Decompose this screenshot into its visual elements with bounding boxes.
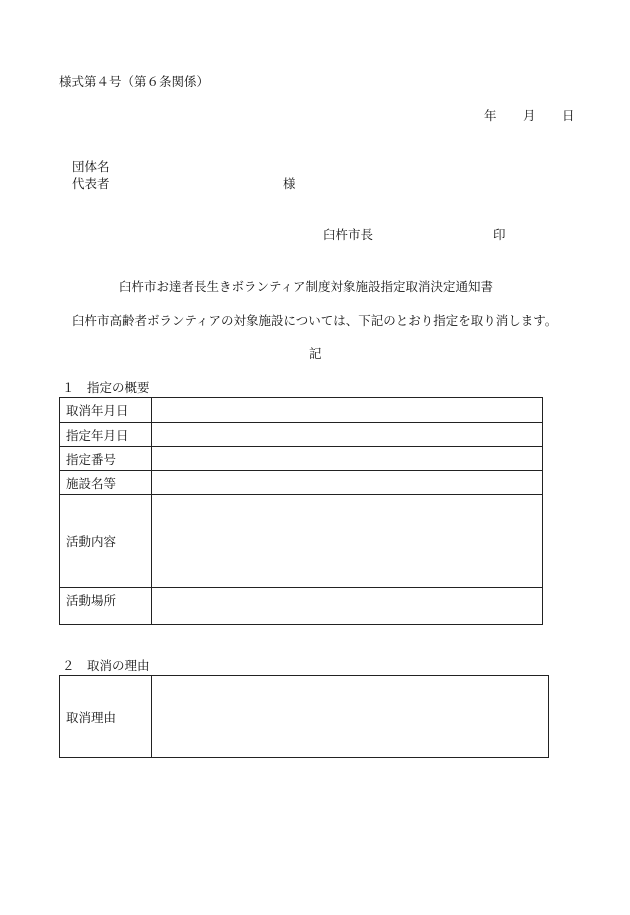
table-row bbox=[60, 676, 549, 758]
mayor-label: 臼杵市長 bbox=[323, 227, 374, 242]
designation-number-label: 指定番号 bbox=[60, 447, 152, 471]
table-row bbox=[60, 423, 543, 447]
cancel-date-value bbox=[152, 398, 543, 423]
ki-heading: 記 bbox=[309, 346, 322, 361]
section1-heading: １ 指定の概要 bbox=[62, 380, 150, 395]
facility-name-label: 施設名等 bbox=[60, 471, 152, 495]
designation-date-value bbox=[152, 423, 543, 447]
date-month-label: 月 bbox=[523, 108, 536, 123]
date-day-label: 日 bbox=[562, 108, 575, 123]
date-year-label: 年 bbox=[484, 108, 497, 123]
facility-name-value bbox=[152, 471, 543, 495]
honorific-sama: 様 bbox=[283, 176, 296, 191]
cancel-reason-value bbox=[152, 676, 549, 758]
designation-date-label: 指定年月日 bbox=[60, 423, 152, 447]
section1-table bbox=[59, 397, 543, 625]
table-row bbox=[60, 447, 543, 471]
activity-content-value bbox=[152, 495, 543, 588]
cancel-date-label: 取消年月日 bbox=[60, 398, 152, 423]
organization-name-label: 団体名 bbox=[72, 159, 110, 174]
designation-number-value bbox=[152, 447, 543, 471]
table-row bbox=[60, 588, 543, 625]
table-row bbox=[60, 495, 543, 588]
table-row bbox=[60, 398, 543, 423]
body-text: 臼杵市高齢者ボランティアの対象施設については、下記のとおり指定を取り消します。 bbox=[72, 313, 558, 328]
activity-content-label: 活動内容 bbox=[60, 495, 152, 588]
table-row bbox=[60, 471, 543, 495]
activity-location-label: 活動場所 bbox=[60, 588, 152, 625]
seal-mark: 印 bbox=[493, 227, 506, 242]
cancel-reason-label: 取消理由 bbox=[60, 676, 152, 758]
section2-heading: ２ 取消の理由 bbox=[62, 658, 150, 673]
form-number: 様式第４号（第６条関係） bbox=[59, 74, 210, 89]
activity-location-value bbox=[152, 588, 543, 625]
section2-table bbox=[59, 675, 549, 758]
document-title: 臼杵市お達者長生きボランティア制度対象施設指定取消決定通知書 bbox=[119, 279, 494, 294]
representative-label: 代表者 bbox=[72, 176, 110, 191]
